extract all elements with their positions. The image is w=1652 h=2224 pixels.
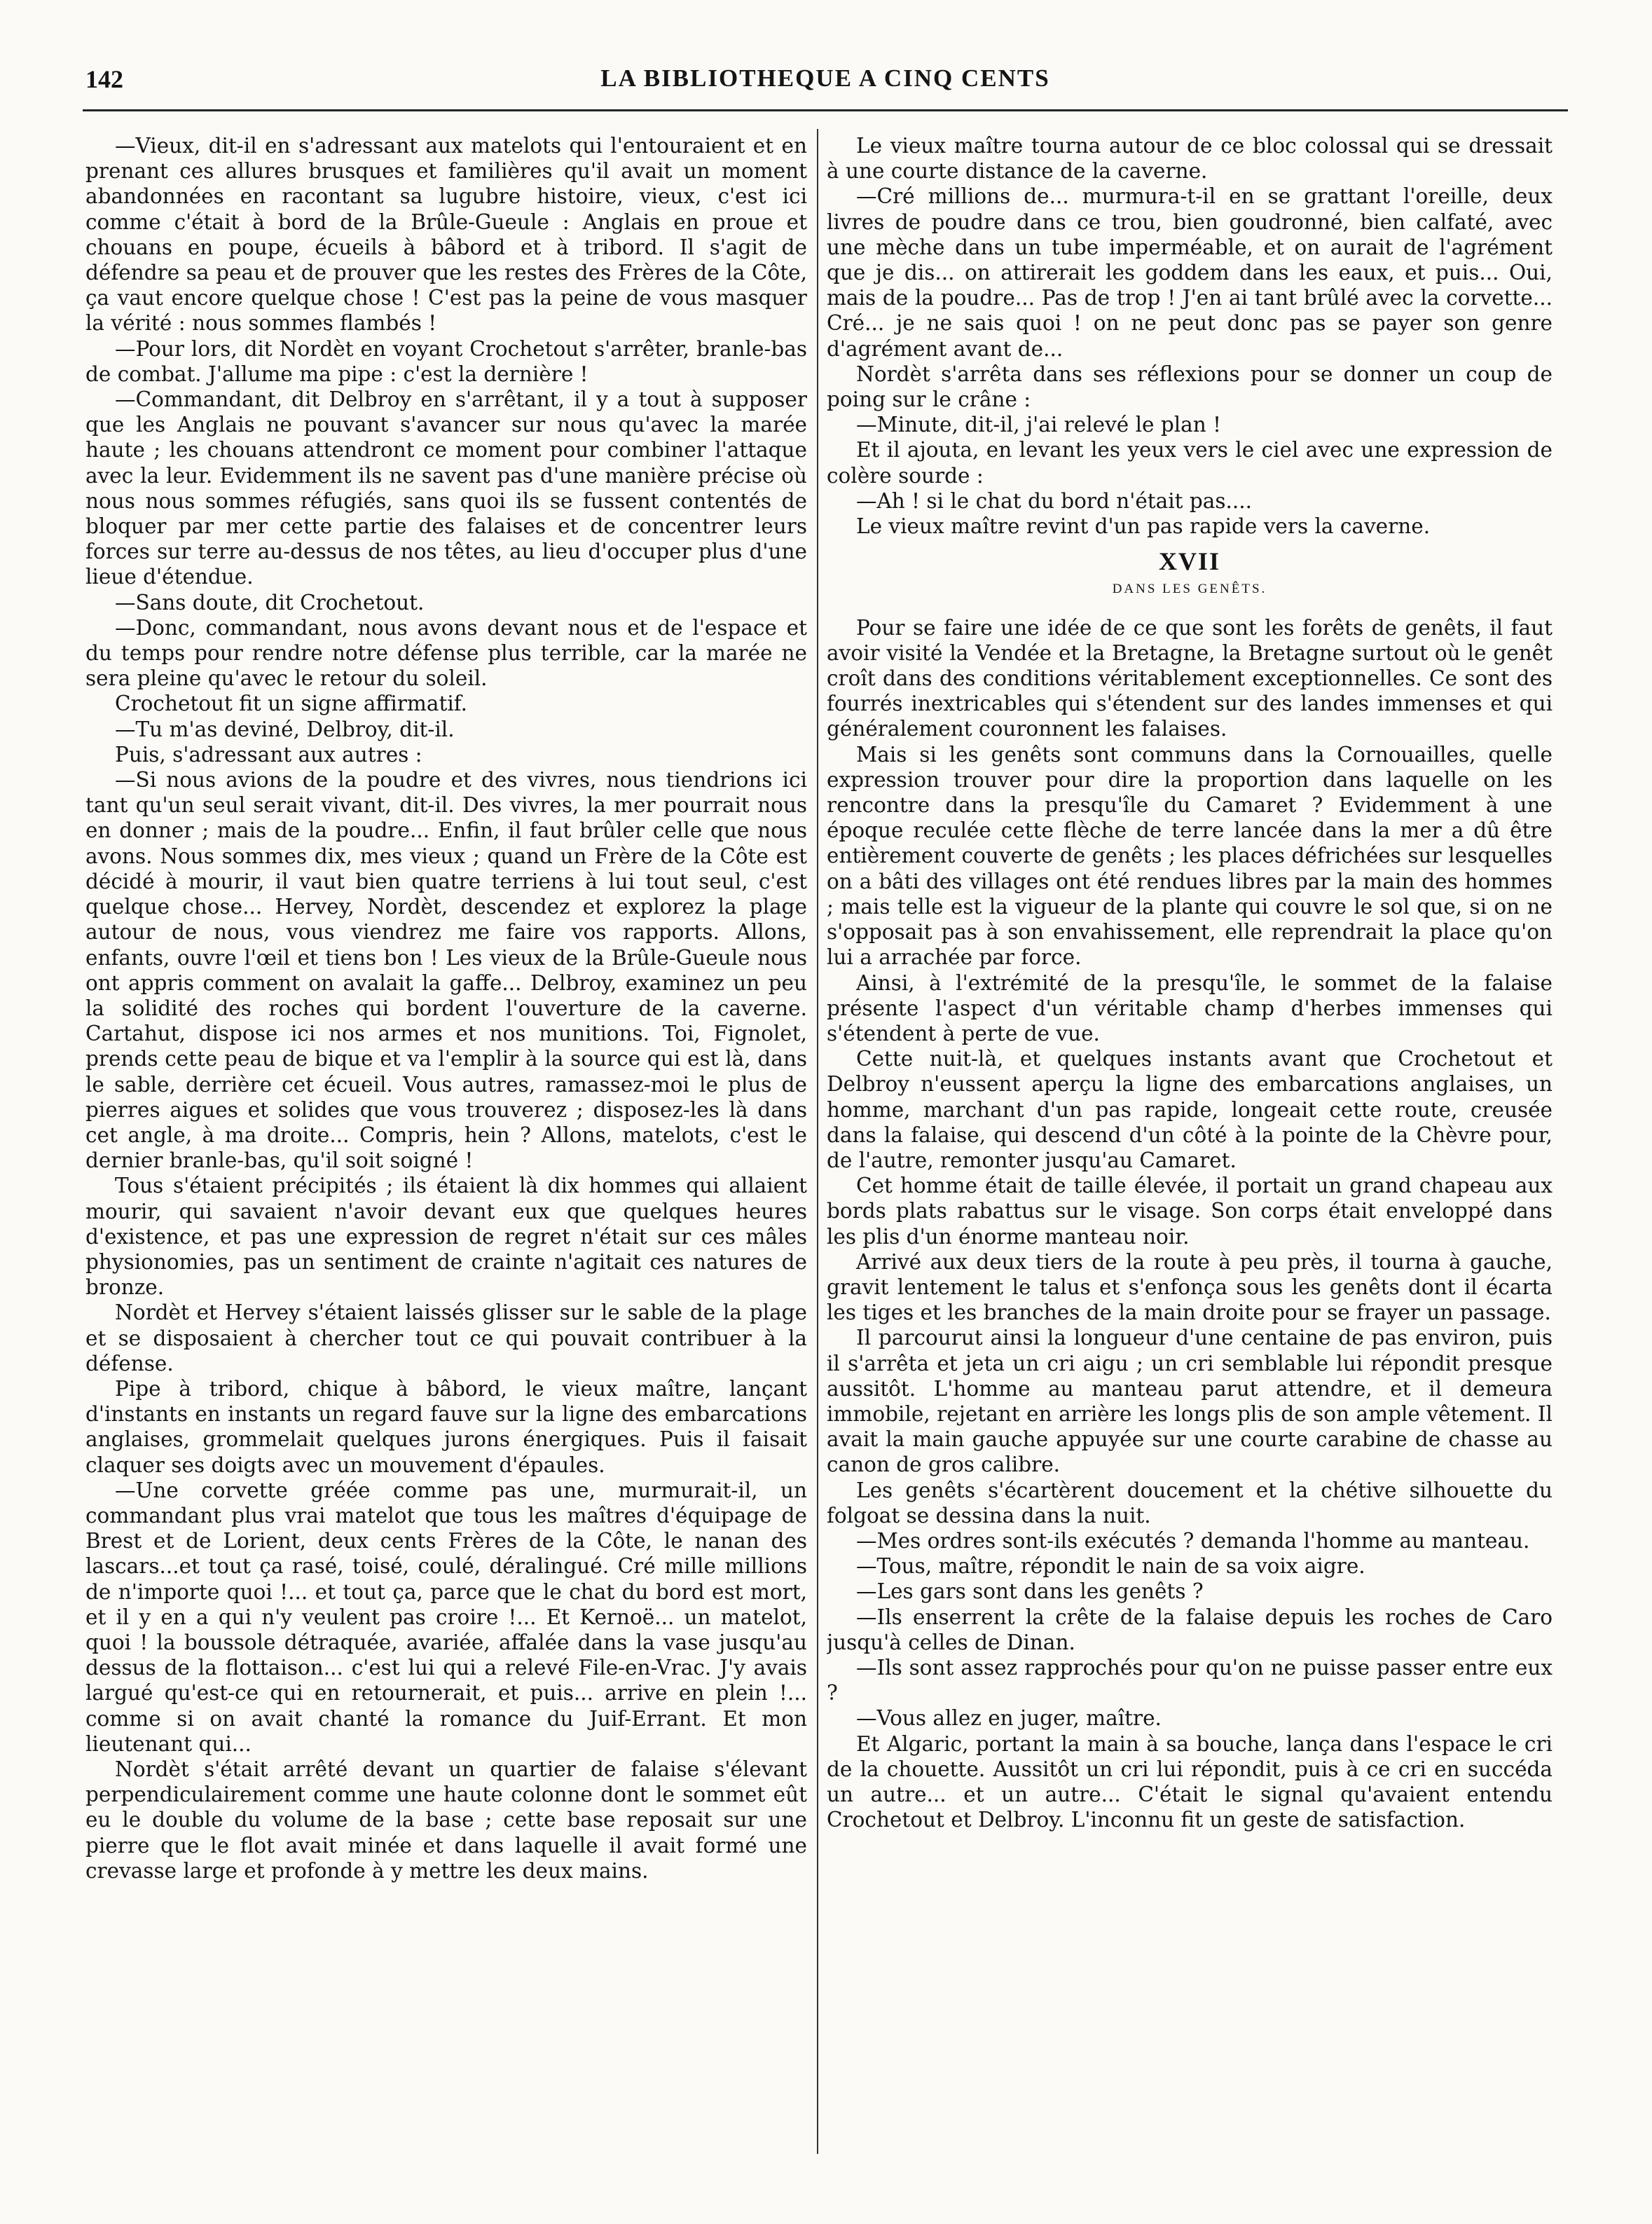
page-number: 142 xyxy=(85,65,123,93)
right-column-top xyxy=(827,133,1553,539)
paragraph: Arrivé aux deux tiers de la route à peu près, il tourna à gauche, gravit lentement le talus et s'enfonça sous les genêts dont il écarta les tiges et les branches de la main droite pour se frayer un passage. xyxy=(827,1249,1553,1325)
paragraph: —Vieux, dit-il en s'adressant aux matelots qui l'entouraient et en prenant ces allures brusques et familières qu'il avait un moment abandonnées en racontant sa lugubre histoire, vieux, c'est ici comme c'était à bord de la Brûle-Gueule : Anglais en proue et chouans en poupe, écueils à bâbord et à tribord. Il s'agit de défendre sa peau et de prouver que les restes des Frères de la Côte, ça vaut encore quelque chose ! C'est pas la peine de vous masquer la vérité : nous sommes flambés ! xyxy=(85,134,807,336)
running-title: LA BIBLIOTHEQUE A CINQ CENTS xyxy=(600,64,1050,92)
paragraph: Pipe à tribord, chique à bâbord, le vieux maître, lançant d'instants en instants un regard fauve sur la ligne des embarcations anglaises, grommelait quelques jurons énergiques. Puis il faisait claquer ses doigts avec un mouvement d'épaules. xyxy=(85,1376,807,1477)
paragraph: Il parcourut ainsi la longueur d'une centaine de pas environ, puis il s'arrêta et jeta un cri aigu ; un cri semblable lui répondit presque aussitôt. L'homme au manteau parut attendre, et il demeura immobile, rejetant en arrière les longs plis de son ample vêtement. Il avait la main gauche appuyée sur une courte carabine de chasse au canon de gros calibre. xyxy=(827,1326,1553,1477)
page-header xyxy=(83,64,1568,104)
paragraph: —Si nous avions de la poudre et des vivres, nous tiendrions ici tant qu'un seul serait vivant, dit-il. Des vivres, la mer pourrait nous en donner ; mais de la poudre... Enfin, il faut brûler celle que nous avons. Nous sommes dix, mes vieux ; quand un Frère de la Côte est décidé à mourir, il vaut bien quatre terriens à lui tout seul, c'est quelque chose... Hervey, Nordèt, descendez et explorez la plage autour de nous, vous viendrez me faire vos rapports. Allons, enfants, ouvre l'œil et tiens bon ! Les vieux de la Brûle-Gueule nous ont appris comment on avalait la gaffe... Delbroy, examinez un peu la solidité des roches qui bordent l'ouverture de la caverne. Cartahut, dispose ici nos armes et nos munitions. Toi, Fignolet, prends cette peau de bique et va l'emplir à la source qui est là, dans le sable, derrière cet écueil. Vous autres, ramassez-moi le plus de pierres aigues et solides que vous trouverez ; disposez-les là dans cet angle, à ma droite... Compris, hein ? Allons, matelots, c'est le dernier branle-bas, qu'il soit soigné ! xyxy=(85,768,807,1173)
paragraph: Tous s'étaient précipités ; ils étaient là dix hommes qui allaient mourir, qui savaient n'avoir devant eux que quelques heures d'existence, et pas une expression de regret n'était sur ces mâles physionomies, pas un sentiment de crainte n'agitait ces natures de bronze. xyxy=(85,1174,807,1300)
paragraph: —Commandant, dit Delbroy en s'arrêtant, il y a tout à supposer que les Anglais ne pouvant s'avancer sur nous qu'avec la marée haute ; les chouans attendront ce moment pour combiner l'attaque avec la leur. Evidemment ils ne savent pas d'une manière précise où nous nous sommes réfugiés, sans quoi ils se fussent contentés de bloquer par mer cette partie des falaises et de concentrer leurs forces sur terre au-dessus de nos têtes, au lieu d'occuper plus d'une lieue d'étendue. xyxy=(85,387,807,589)
paragraph: —Les gars sont dans les genêts ? xyxy=(856,1579,1204,1604)
paragraph: Crochetout fit un signe affirmatif. xyxy=(115,692,468,716)
paragraph: Cette nuit-là, et quelques instants avant que Crochetout et Delbroy n'eussent aperçu la ligne des embarcations anglaises, un homme, marchant d'un pas rapide, longeait cette route, creusée dans la falaise, qui descend d'un côté à la pointe de la Chèvre pour, de l'autre, remonter jusqu'au Camaret. xyxy=(827,1047,1553,1172)
paragraph: —Ils sont assez rapprochés pour qu'on ne puisse passer entre eux ? xyxy=(827,1655,1553,1705)
paragraph: Et Algaric, portant la main à sa bouche, lança dans l'espace le cri de la chouette. Aussitôt un cri lui répondit, puis à ce cri en succéda un autre... et un autre... C'était le signal qu'avaient entendu Crochetout et Delbroy. L'inconnu fit un geste de satisfaction. xyxy=(827,1731,1553,1832)
paragraph: Les genêts s'écartèrent doucement et la chétive silhouette du folgoat se dessina dans la nuit. xyxy=(827,1478,1553,1528)
header-rule xyxy=(83,109,1568,111)
paragraph: Puis, s'adressant aux autres : xyxy=(115,742,422,767)
paragraph: —Cré millions de... murmura-t-il en se grattant l'oreille, deux livres de poudre dans ce trou, bien goudronné, bien calfaté, avec une mèche dans un tube imperméable, et on aurait de l'agrément que je dis... on attirerait les goddem dans les eaux, et puis... Oui, mais de la poudre... Pas de trop ! J'en ai tant brûlé avec la corvette... Cré... je ne sais quoi ! on ne peut donc pas se payer son genre d'agrément avant de... xyxy=(827,184,1553,361)
right-column xyxy=(827,133,1553,2182)
paragraph: Le vieux maître revint d'un pas rapide vers la caverne. xyxy=(856,514,1431,539)
paragraph: Nordèt et Hervey s'étaient laissés glisser sur le sable de la plage et se disposaient à chercher tout ce qui pouvait contribuer à la défense. xyxy=(85,1300,807,1375)
paragraph: Cet homme était de taille élevée, il portait un grand chapeau aux bords plats rabattus sur le visage. Son corps était enveloppé dans les plis d'un énorme manteau noir. xyxy=(827,1174,1553,1249)
paragraph: —Pour lors, dit Nordèt en voyant Crochetout s'arrêter, branle-bas de combat. J'allume ma pipe : c'est la dernière ! xyxy=(85,336,807,386)
paragraph: —Vous allez en juger, maître. xyxy=(856,1706,1162,1731)
paragraph: —Sans doute, dit Crochetout. xyxy=(115,590,425,615)
paragraph: Nordèt s'était arrêté devant un quartier de falaise s'élevant perpendiculairement comme une haute colonne dont le sommet eût eu le double du volume de la base ; cette base reposait sur une pierre que le flot avait minée et dans laquelle il avait formé une crevasse large et profonde à y mettre les deux mains. xyxy=(85,1757,807,1883)
paragraph: —Tous, maître, répondit le nain de sa voix aigre. xyxy=(856,1554,1365,1579)
paragraph: Ainsi, à l'extrémité de la presqu'île, le sommet de la falaise présente l'aspect d'un véritable champ d'herbes immenses qui s'étendent à perte de vue. xyxy=(827,970,1553,1045)
paragraph: —Une corvette gréée comme pas une, murmurait-il, un commandant plus vrai matelot que tous les maîtres d'équipage de Brest et de Lorient, deux cents Frères de la Côte, le nanan des lascars...et tout ça rasé, toisé, coulé, déralingué. Cré mille millions de n'importe quoi !... et tout ça, parce que le chat du bord est mort, et il y en a qui n'y veulent pas croire !... Et Kernoë... un matelot, quoi ! la boussole détraquée, avariée, affalée dans la vase jusqu'au dessus de la flottaison... c'est lui qui a relevé File-en-Vrac. J'y avais largué qu'est-ce qui en retournerait, et puis... arrive en plein !... comme si on avait chanté la romance du Juif-Errant. Et mon lieutenant qui... xyxy=(85,1478,807,1756)
paragraph: —Donc, commandant, nous avons devant nous et de l'espace et du temps pour rendre notre défense plus terrible, car la marée ne sera pleine qu'avec le retour du soleil. xyxy=(85,615,807,691)
right-column-bottom xyxy=(827,615,1553,1833)
paragraph: Le vieux maître tourna autour de ce bloc colossal qui se dressait à une courte distance de la caverne. xyxy=(827,134,1553,184)
paragraph: —Ah ! si le chat du bord n'était pas.... xyxy=(856,488,1253,513)
paragraph: —Mes ordres sont-ils exécutés ? demanda l'homme au manteau. xyxy=(856,1528,1530,1553)
paragraph: Nordèt s'arrêta dans ses réflexions pour se donner un coup de poing sur le crâne : xyxy=(827,362,1553,412)
left-column xyxy=(85,133,807,2182)
chapter-number: XVII xyxy=(1158,547,1220,576)
paragraph: Mais si les genêts sont communs dans la Cornouailles, quelle expression trouver pour dire la proportion dans laquelle on les rencontre dans la presqu'île du Camaret ? Evidemment à une époque reculée cette flèche de terre lancée dans la mer a dû être entièrement couverte de genêts ; les places défrichées sur lesquelles on a bâti des villages ont été rendues libres par la main des hommes ; mais telle est la vigueur de la plante qui couvre le sol que, si on ne s'opposait pas à son envahissement, elle reprendrait la place qu'on lui a arrachée par force. xyxy=(827,742,1553,970)
chapter-title: DANS LES GENÊTS. xyxy=(1112,582,1267,597)
paragraph: —Ils enserrent la crête de la falaise depuis les roches de Caro jusqu'à celles de Dinan. xyxy=(827,1605,1553,1654)
paragraph: —Minute, dit-il, j'ai relevé le plan ! xyxy=(856,413,1221,437)
paragraph: Et il ajouta, en levant les yeux vers le ciel avec une expression de colère sourde : xyxy=(827,438,1553,488)
paragraph: Pour se faire une idée de ce que sont les forêts de genêts, il faut avoir visité la Vendée et la Bretagne, la Bretagne surtout où le genêt croît dans des conditions véritablement exceptionnelles. Ce sont des fourrés inextricables qui s'étendent sur des landes immenses et qui généralement couronnent les falaises. xyxy=(827,615,1553,741)
column-divider xyxy=(817,129,818,2154)
paragraph: —Tu m'as deviné, Delbroy, dit-il. xyxy=(115,717,455,741)
